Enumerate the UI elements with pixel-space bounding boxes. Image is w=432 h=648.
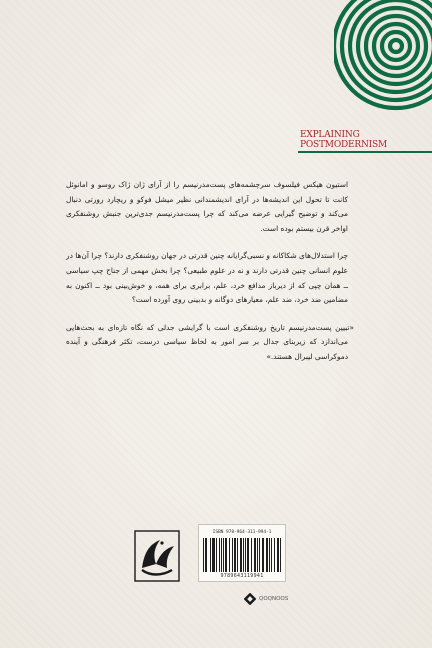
barcode-bar — [278, 538, 279, 572]
barcode-bar — [232, 538, 233, 572]
barcode-bar — [226, 538, 227, 572]
barcode-bar — [259, 538, 260, 572]
series-title-line-2: POSTMODERNISM — [300, 140, 387, 150]
blurb-paragraph-1: استیون هیکس فیلسوف سرچشمه‌های پست‌مدرنیسم را از آرای ژان ژاک روسو و امانوئل کانت تا تحول این اندیشه‌ها در آرای اندیشمندانی نظیر میشل فوکو و ریچارد رورتی دنبال می‌کند و توضیح گیرایی عرضه می‌کند که چرا پست‌مدرنیسم جدی‌ترین جنبش روشنفکری اواخر قرن بیستم بوده است. — [66, 180, 348, 233]
barcode-bar — [257, 538, 258, 572]
barcode-digits: 9789643119941 — [220, 573, 264, 579]
barcode-bar — [235, 538, 236, 572]
title-underline — [298, 151, 432, 153]
barcode-bar — [245, 538, 246, 572]
barcode-bar — [203, 538, 204, 572]
barcode-bar — [263, 538, 264, 572]
barcode-block — [198, 524, 286, 582]
barcode-bar — [206, 538, 207, 572]
barcode-bar — [229, 538, 230, 572]
barcode-bar — [248, 538, 249, 572]
ring-1 — [390, 40, 402, 52]
barcode-bar — [255, 538, 256, 572]
ring-5 — [358, 8, 432, 84]
publisher-mark — [244, 593, 364, 605]
barcode-bar — [251, 538, 252, 572]
blurb-quote: «تبیین پست‌مدرنیسم تاریخ روشنفکری است با گرایشی جدلی که نگاه تازه‌ای به بحث‌هایی می‌اندازد که زیربنای جدال بر سر امور به لحاظ سیاسی درست، تکثر فرهنگی و آینده دموکراسی لیبرال هستند.» — [66, 322, 354, 361]
barcode-bar — [210, 538, 211, 572]
isbn-label: ISBN 978-964-311-994-1 — [212, 530, 272, 535]
concentric-rings-graphic — [334, 0, 432, 125]
series-title — [300, 130, 412, 150]
barcode-bar — [216, 538, 217, 572]
series-title-line-1: EXPLAINING — [300, 130, 360, 140]
publisher-logo — [134, 530, 180, 582]
publisher-name: QOQNOOS — [259, 596, 289, 602]
barcode-bar — [267, 538, 268, 572]
barcode-bar — [237, 538, 238, 572]
barcode-bar — [269, 538, 270, 572]
barcode-bar — [223, 538, 224, 572]
barcode-bar — [214, 538, 215, 572]
barcode-bar — [274, 538, 275, 572]
barcode-bar — [271, 538, 272, 572]
barcode-bar — [221, 538, 222, 572]
ring-2 — [382, 32, 410, 60]
barcode-bar — [243, 538, 244, 572]
blurb-paragraph-2: چرا استدلال‌های شکاکانه و نسبی‌گرایانه چنین قدرتی در جهان روشنفکری دارند؟ چرا آن‌ها در علوم انسانی چنین قدرتی دارند و نه در علوم طبیعی؟ چرا بخش مهمی از جناح چپ سیاسی ــ همان چپی که از دیرباز مدافع خرد، علم، برابری برای همه، و خوش‌بینی بود ــ اکنون به مضامین ضد خرد، ضد علم، معیارهای دوگانه و بدبینی روی آورده است؟ — [66, 251, 348, 305]
publisher-icon — [244, 593, 256, 605]
barcode — [203, 538, 281, 572]
barcode-bar — [280, 538, 281, 572]
blurb-text — [66, 178, 354, 378]
